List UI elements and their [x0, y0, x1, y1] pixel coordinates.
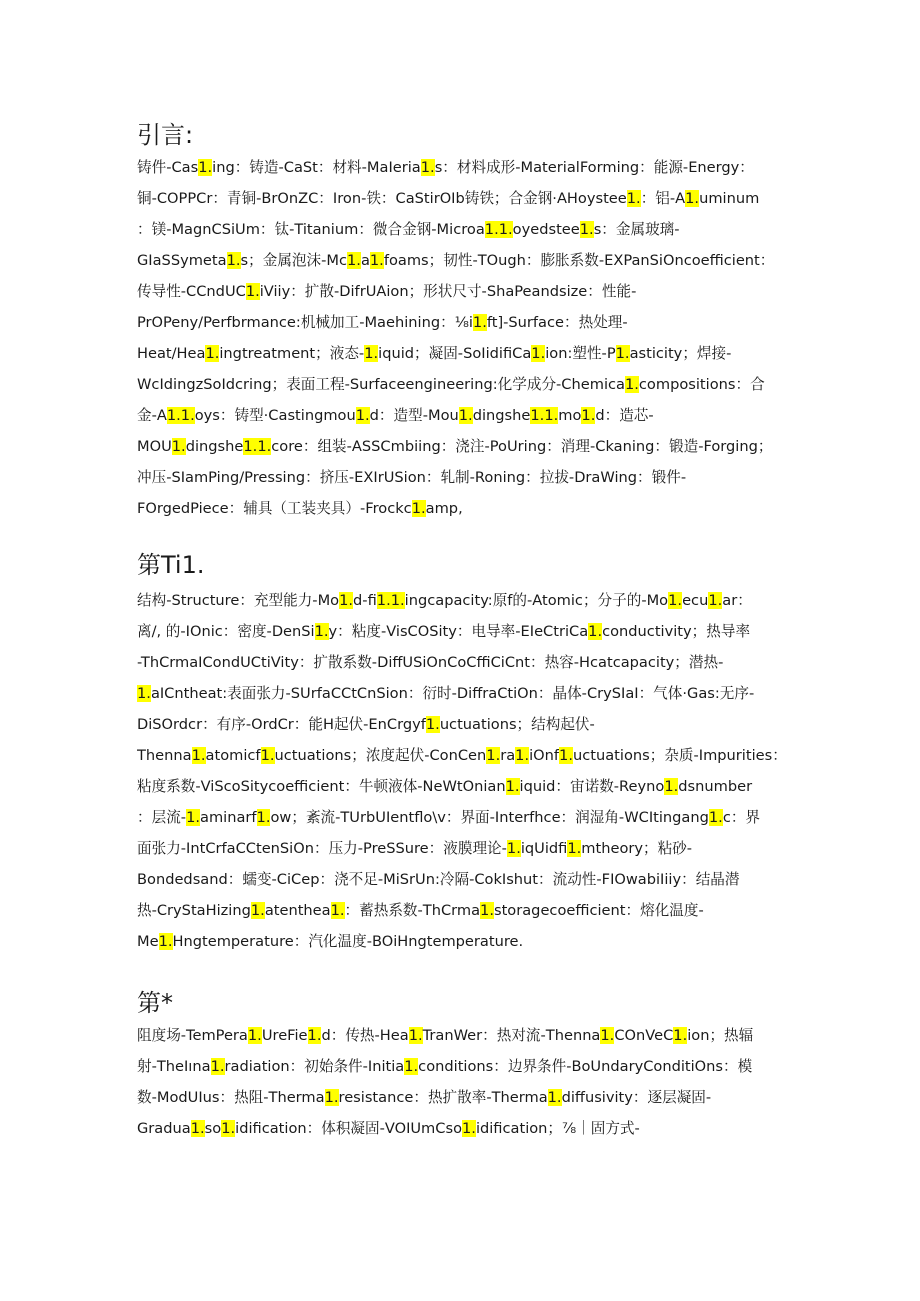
section-intro-body — [137, 152, 787, 524]
text-line: 离/, 的-IOnic：密度-DenSi1.y：粘度-VisCOSity：电导率-EIeCtriCa1.conductivity；热导率 — [137, 623, 751, 640]
highlight-mark: 1. — [190, 1120, 205, 1137]
highlight-mark: 1. — [260, 747, 275, 764]
highlight-mark: 1. — [186, 809, 200, 826]
text-line: Me1.Hngtemperature：汽化温度-BOiHngtemperature. — [137, 933, 524, 950]
highlight-mark: 1. — [600, 1027, 615, 1044]
highlight-mark: 1. — [615, 345, 630, 362]
text-line: DiSOrdcr：有序-OrdCr：能H起伏-EnCrgyf1.uctuations；结构起伏- — [137, 716, 595, 733]
highlight-mark: 1. — [376, 592, 391, 609]
highlight-mark: 1. — [515, 747, 530, 764]
text-line: 热-CryStaHizing1.atenthea1.：蓄热系数-ThCrma1.storagecoefficient：熔化温度- — [137, 902, 704, 919]
text-line: 冲压-SIamPing/Pressing：挤压-EXIrUSion：轧制-Roning：拉拔-DraWing：锻件- — [137, 469, 687, 486]
highlight-mark: 1. — [708, 592, 723, 609]
highlight-mark: 1. — [498, 221, 513, 238]
highlight-mark: 1. — [324, 1089, 339, 1106]
text-line: ：镁-MagnCSiUm：钛-Titanium：微合金钢-Microa1.1.oyedstee1.s：金属玻璃- — [137, 221, 680, 238]
text-line: 粘度系数-ViScoSitycoefficient：牛顿液体-NeWtOnian1.iquid：宙诺数-Reyno1.dsnumber — [137, 778, 753, 795]
highlight-mark: 1. — [245, 283, 260, 300]
highlight-mark: 1. — [559, 747, 573, 764]
text-line: PrOPeny/Perfbrmance:机械加工-Maehining：⅛i1.ft]-Surface：热处理- — [137, 314, 628, 331]
highlight-mark: 1. — [567, 840, 582, 857]
section-heading-chapter-2: 第* — [137, 989, 173, 1017]
highlight-mark: 1. — [544, 407, 559, 424]
highlight-mark: 1. — [226, 252, 241, 269]
section-chapter-1-body — [137, 585, 787, 957]
highlight-mark: 1. — [531, 345, 546, 362]
highlight-mark: 1. — [171, 438, 186, 455]
highlight-mark: 1. — [673, 1027, 688, 1044]
text-line: GIaSSymeta1.s；金属泡沫-Mc1.a1.foams；韧性-TOugh：膨胀系数-EXPanSiOncoefficient： — [137, 252, 775, 269]
highlight-mark: 1. — [191, 747, 206, 764]
highlight-mark: 1. — [626, 190, 641, 207]
section-heading-intro: 引言: — [137, 121, 194, 149]
text-line: 金-A1.1.oys：铸型·Castingmou1.d：造型-Mou1.dingshe1.1.mo1.d：造芯- — [137, 407, 654, 424]
highlight-mark: 1. — [668, 592, 683, 609]
text-line: 结构-Structure：充型能力-Mo1.d-fi1.1.ingcapacity:原f的-Atomic；分子的-Mo1.ecu1.ar： — [137, 592, 752, 609]
highlight-mark: 1. — [210, 1058, 225, 1075]
highlight-mark: 1. — [307, 1027, 322, 1044]
text-line: 阻度场-TemPera1.UreFie1.d：传热-Hea1.TranWer：热对流-Thenna1.COnVeC1.ion；热辐 — [137, 1027, 754, 1044]
highlight-mark: 1. — [484, 221, 499, 238]
text-line: FOrgedPiece：辅具（工装夹具）-Frockc1.amp, — [137, 500, 463, 517]
highlight-mark: 1. — [364, 345, 379, 362]
section-chapter-2-body — [137, 1020, 787, 1144]
highlight-mark: 1. — [314, 623, 329, 640]
highlight-mark: 1. — [581, 407, 596, 424]
highlight-mark: 1. — [166, 407, 181, 424]
text-line: ：层流-1.aminarf1.ow；紊流-TUrbUIentflo\v：界面-Interfhce：润湿角-WCItingang1.c：界 — [137, 809, 761, 826]
highlight-mark: 1. — [462, 1120, 476, 1137]
text-line: 铸件-Cas1.ing：铸造-CaSt：材料-MaIeria1.s：材料成形-MaterialForming：能源-Energy： — [137, 159, 754, 176]
highlight-mark: 1. — [198, 159, 213, 176]
highlight-mark: 1. — [685, 190, 700, 207]
text-line: 1.aICntheat:表面张力-SUrfaCCtCnSion：衍时-DiffraCtiOn：晶体-CrySIaI：气体·Gas:无序- — [137, 685, 755, 702]
highlight-mark: 1. — [547, 1089, 562, 1106]
highlight-mark: 1. — [664, 778, 679, 795]
highlight-mark: 1. — [339, 592, 354, 609]
text-line: -ThCrmaICondUCtiVity：扩散系数-DiffUSiOnCoCffiCiCnt：热容-Hcatcapacity；潜热- — [137, 654, 724, 671]
text-line: 数-ModUIus：热阻-Therma1.resistance：热扩散率-Therma1.diffusivity：逐层凝固- — [137, 1089, 712, 1106]
highlight-mark: 1. — [355, 407, 370, 424]
highlight-mark: 1. — [420, 159, 435, 176]
highlight-mark: 1. — [506, 840, 521, 857]
highlight-mark: 1. — [404, 1058, 419, 1075]
highlight-mark: 1. — [480, 902, 494, 919]
text-line: Thenna1.atomicf1.uctuations；浓度起伏-ConCen1.ra1.iOnf1.uctuations；杂质-Impurities： — [137, 747, 787, 764]
highlight-mark: 1. — [708, 809, 723, 826]
highlight-mark: 1. — [505, 778, 520, 795]
text-line: 传导性-CCndUC1.iViiy：扩散-DifrUAion；形状尺寸-ShaPeandsize：性能- — [137, 283, 637, 300]
highlight-mark: 1. — [137, 685, 151, 702]
highlight-mark: 1. — [256, 809, 271, 826]
highlight-mark: 1. — [425, 716, 440, 733]
highlight-mark: 1. — [411, 500, 426, 517]
highlight-mark: 1. — [624, 376, 639, 393]
highlight-mark: 1. — [458, 407, 473, 424]
highlight-mark: 1. — [250, 902, 265, 919]
highlight-mark: 1. — [347, 252, 361, 269]
text-line: MOU1.dingshe1.1.core：组装-ASSCmbiing：浇注-PoUring：消理-Ckaning：锻造-Forging； — [137, 438, 773, 455]
highlight-mark: 1. — [158, 933, 173, 950]
text-line: Gradua1.so1.idification：体积凝固-VOIUmCso1.idification；⅞｜固方式- — [137, 1120, 640, 1137]
highlight-mark: 1. — [243, 438, 258, 455]
highlight-mark: 1. — [390, 592, 405, 609]
highlight-mark: 1. — [486, 747, 501, 764]
highlight-mark: 1. — [472, 314, 487, 331]
highlight-mark: 1. — [408, 1027, 423, 1044]
text-line: 射-TheIına1.radiation：初始条件-Initia1.conditions：边界条件-BoUndaryConditiOns：模 — [137, 1058, 753, 1075]
highlight-mark: 1. — [579, 221, 594, 238]
text-line: Bondedsand：蠕变-CiCep：浇不足-MiSrUn:冷隔-CokIshut：流动性-FIOwabiIiiy：结晶潜 — [137, 871, 740, 888]
text-line: 面张力-IntCrfaCCtenSiOn：压力-PreSSure：液膜理论-1.iqUidfi1.mtheory；粘砂- — [137, 840, 693, 857]
text-line: WcIdingzSoIdcring；表面工程-Surfaceengineering:化学成分-Chemica1.compositions：合 — [137, 376, 765, 393]
text-line: 铜-COPPCr：青铜-BrOnZC：Iron-铁：CaStirOIb铸铁；合金钢·AHoystee1.：铝-A1.uminum — [137, 190, 760, 207]
highlight-mark: 1. — [221, 1120, 236, 1137]
highlight-mark: 1. — [247, 1027, 262, 1044]
highlight-mark: 1. — [257, 438, 272, 455]
highlight-mark: 1. — [330, 902, 345, 919]
highlight-mark: 1. — [180, 407, 195, 424]
section-heading-chapter-1: 第Ti1. — [137, 551, 205, 579]
highlight-mark: 1. — [205, 345, 220, 362]
text-line: Heat/Hea1.ingtreatment；液态-1.iquid；凝固-SoIidifiCa1.ion:塑性-P1.asticity；焊接- — [137, 345, 732, 362]
highlight-mark: 1. — [588, 623, 603, 640]
highlight-mark: 1. — [530, 407, 545, 424]
highlight-mark: 1. — [369, 252, 384, 269]
